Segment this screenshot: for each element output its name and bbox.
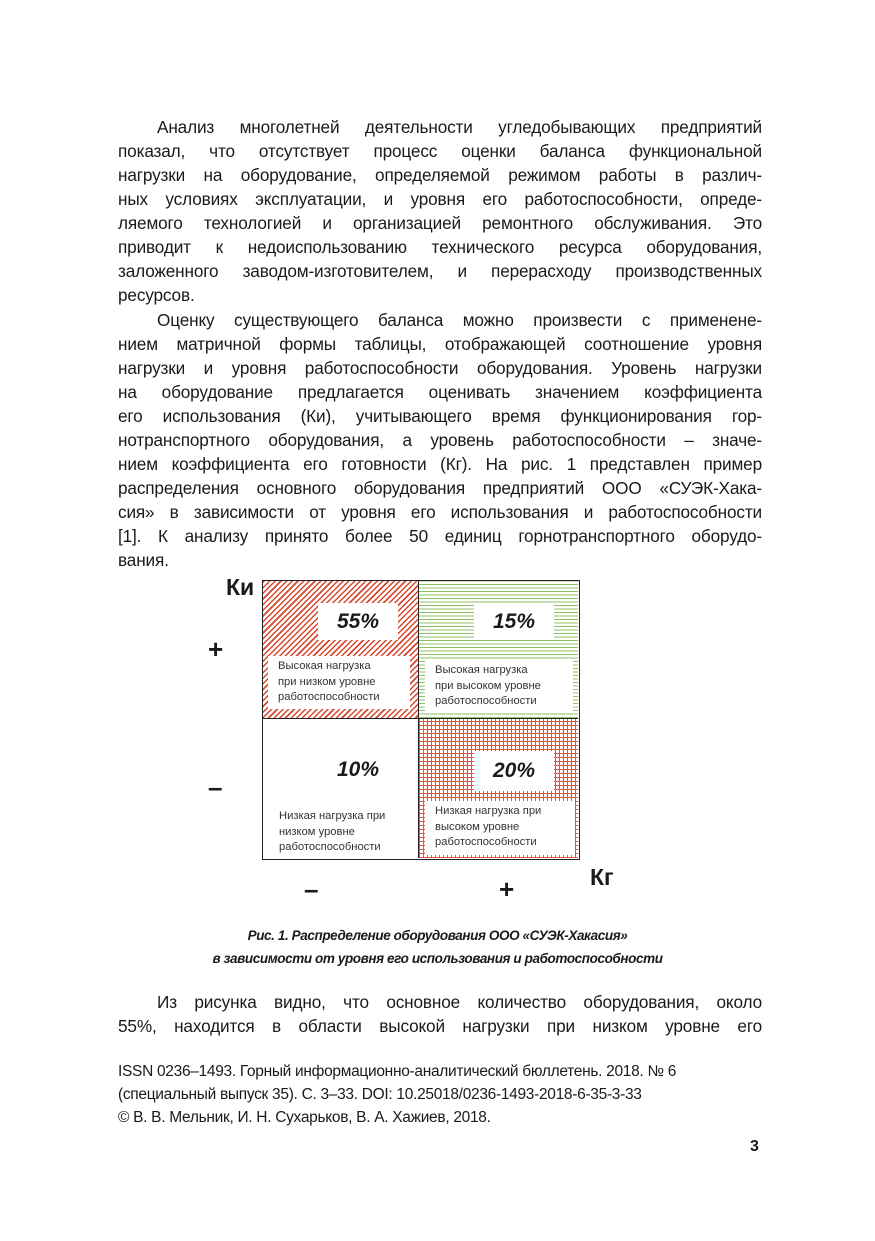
quadrant-description xyxy=(268,656,410,709)
text-line: вания. xyxy=(118,550,169,570)
footer-line: ISSN 0236–1493. Горный информационно-аналитический бюллетень. 2018. № 6 xyxy=(118,1063,677,1080)
desc-line: Высокая нагрузка xyxy=(278,660,371,672)
desc-line: Низкая нагрузка при xyxy=(279,810,386,822)
footer-line: © В. В. Мельник, И. Н. Сухарьков, В. А. Хажиев, 2018. xyxy=(118,1109,491,1126)
text-line: нотранспортного оборудования, а уровень работоспособности – значе- xyxy=(118,430,762,450)
desc-line: Низкая нагрузка при xyxy=(435,805,542,817)
figure-caption-line: Рис. 1. Распределение оборудования ООО «СУЭК-Хакасия» xyxy=(247,928,628,943)
quadrant-high-load-high-readiness xyxy=(419,581,578,719)
desc-line: высоком уровне xyxy=(435,820,520,833)
y-plus-label: + xyxy=(208,634,224,664)
footer-line: (специальный выпуск 35). С. 3–33. DOI: 10.25018/0236-1493-2018-6-35-3-33 xyxy=(118,1086,642,1103)
y-axis-label: Ки xyxy=(226,574,255,600)
text-line: ных условиях эксплуатации, и уровня его работоспособности, опреде- xyxy=(118,189,762,209)
text-line: Анализ многолетней деятельности угледобывающих предприятий xyxy=(157,117,762,137)
text-line: Из рисунка видно, что основное количество оборудования, около xyxy=(157,992,762,1012)
text-line: его использования (Ки), учитывающего время функционирования гор- xyxy=(118,406,762,426)
text-line: нагрузки и уровня работоспособности оборудования. Уровень нагрузки xyxy=(118,358,762,378)
page-number: 3 xyxy=(750,1138,759,1155)
percent-label: 20% xyxy=(474,751,554,791)
percent-label: 10% xyxy=(318,751,398,788)
desc-line: работоспособности xyxy=(435,836,537,848)
quadrant-high-load-low-readiness xyxy=(263,581,419,719)
desc-line: при низком уровне xyxy=(278,675,376,688)
matrix-grid xyxy=(262,580,580,860)
text-line: ляемого технологией и организацией ремонтного обслуживания. Это xyxy=(118,213,762,233)
desc-line: работоспособности xyxy=(278,691,380,703)
text-line: показал, что отсутствует процесс оценки баланса функциональной xyxy=(118,141,762,161)
text-line: на оборудование предлагается оценивать значением коэффициента xyxy=(118,382,762,402)
text-line: распределения основного оборудования предприятий ООО «СУЭК-Хака- xyxy=(118,478,762,498)
quadrant-description xyxy=(269,806,417,859)
quadrant-low-load-high-readiness xyxy=(419,719,578,858)
desc-line: Высокая нагрузка xyxy=(435,664,528,676)
text-line: заложенного заводом-изготовителем, и перерасходу производственных xyxy=(118,261,762,281)
x-plus-label: + xyxy=(499,874,515,904)
text-line: приводит к недоиспользованию технического ресурса оборудования, xyxy=(118,237,762,257)
desc-line: работоспособности xyxy=(435,695,537,707)
text-line: 55%, находится в области высокой нагрузки при низком уровне его xyxy=(118,1016,762,1036)
text-line: Оценку существующего баланса можно произвести с применене- xyxy=(157,310,762,330)
percent-label: 15% xyxy=(474,603,554,640)
quadrant-description xyxy=(425,660,573,713)
y-minus-label: – xyxy=(208,772,223,802)
x-minus-label: – xyxy=(304,874,319,904)
percent-label: 55% xyxy=(318,603,398,640)
text-line: сия» в зависимости от уровня его использования и работоспособности xyxy=(118,502,762,522)
figure-caption-line: в зависимости от уровня его использования и работоспособности xyxy=(212,951,663,966)
desc-line: при высоком уровне xyxy=(435,679,541,692)
quadrant-description xyxy=(425,801,575,855)
desc-line: работоспособности xyxy=(279,841,381,853)
quadrant-low-load-low-readiness xyxy=(263,719,419,858)
text-line: [1]. К анализу принято более 50 единиц горнотранспортного оборудо- xyxy=(118,526,762,546)
text-line: нием коэффициента его готовности (Кг). На рис. 1 представлен пример xyxy=(118,454,762,474)
desc-line: низком уровне xyxy=(279,825,355,838)
x-axis-label: Кг xyxy=(590,864,614,890)
text-line: ресурсов. xyxy=(118,285,195,305)
text-line: нагрузки на оборудование, определяемой режимом работы в различ- xyxy=(118,165,762,185)
text-line: нием матричной формы таблицы, отображающей соотношение уровня xyxy=(118,334,762,354)
